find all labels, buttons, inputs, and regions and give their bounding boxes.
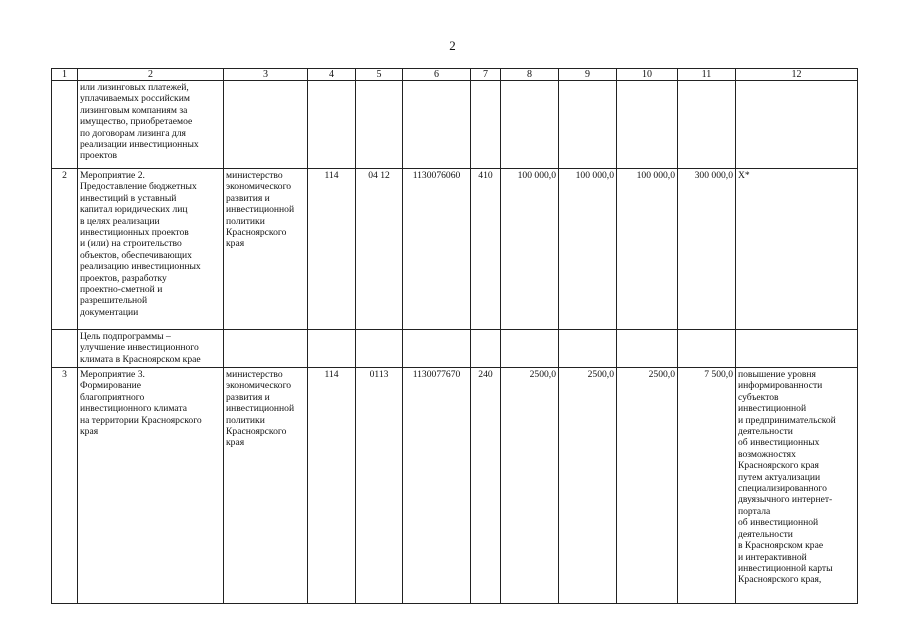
activity-name: или лизинговых платежей, уплачиваемых российским лизинговым компаниям за имущество, приобретаемое по договорам лизинга для реализации инвестиционных проектов (78, 81, 224, 169)
expected-result: Х* (736, 169, 858, 330)
amount-year-3 (617, 330, 678, 368)
grbs-code: 114 (308, 368, 356, 604)
expected-result (736, 330, 858, 368)
column-number-row (52, 69, 858, 81)
amount-total: 300 000,0 (678, 169, 736, 330)
target-article-code: 1130077670 (403, 368, 471, 604)
row-number: 2 (52, 169, 78, 330)
column-number-3: 3 (224, 69, 308, 81)
column-number-5: 5 (356, 69, 403, 81)
target-article-code (403, 330, 471, 368)
target-article-code: 1130076060 (403, 169, 471, 330)
row-number (52, 330, 78, 368)
amount-year-2 (559, 81, 617, 169)
amount-year-1: 2500,0 (501, 368, 559, 604)
expected-result: повышение уровня информированности субъектов инвестиционной и предпринимательской деятельности об инвестиционных возможностях Красноярского края путем актуализации специализированного двуязычного интернет- портала об инвестиционной деятельности в Красноярском крае и интерактивной инвестиционной карты Красноярского края, (736, 368, 858, 604)
responsible-body (224, 81, 308, 169)
amount-year-1 (501, 81, 559, 169)
amount-total (678, 81, 736, 169)
responsible-body: министерство экономического развития и инвестиционной политики Красноярского края (224, 169, 308, 330)
section-code: 04 12 (356, 169, 403, 330)
grbs-code (308, 330, 356, 368)
amount-year-1 (501, 330, 559, 368)
column-number-6: 6 (403, 69, 471, 81)
column-number-7: 7 (471, 69, 501, 81)
column-number-12: 12 (736, 69, 858, 81)
table-row (52, 330, 858, 368)
amount-year-2: 2500,0 (559, 368, 617, 604)
table-row (52, 368, 858, 604)
responsible-body (224, 330, 308, 368)
amount-year-1: 100 000,0 (501, 169, 559, 330)
section-code: 0113 (356, 368, 403, 604)
column-number-8: 8 (501, 69, 559, 81)
table-row (52, 81, 858, 169)
column-number-4: 4 (308, 69, 356, 81)
page-number: 2 (449, 38, 456, 53)
amount-total (678, 330, 736, 368)
grbs-code: 114 (308, 169, 356, 330)
activity-name: Мероприятие 2. Предоставление бюджетных инвестиций в уставный капитал юридических лиц в целях реализации инвестиционных проектов и (или) на строительство объектов, обеспечивающих реализацию инвестиционных проектов, разработку проектно-сметной и разрешительной документации (78, 169, 224, 330)
expense-type-code: 240 (471, 368, 501, 604)
grbs-code (308, 81, 356, 169)
table-row (52, 169, 858, 330)
row-number (52, 81, 78, 169)
program-activities-table (51, 68, 858, 604)
target-article-code (403, 81, 471, 169)
amount-year-3: 100 000,0 (617, 169, 678, 330)
section-code (356, 330, 403, 368)
expected-result (736, 81, 858, 169)
column-number-9: 9 (559, 69, 617, 81)
column-number-2: 2 (78, 69, 224, 81)
expense-type-code (471, 81, 501, 169)
amount-year-3 (617, 81, 678, 169)
row-number: 3 (52, 368, 78, 604)
column-number-10: 10 (617, 69, 678, 81)
activity-name: Мероприятие 3. Формирование благоприятного инвестиционного климата на территории Красноярского края (78, 368, 224, 604)
amount-year-2: 100 000,0 (559, 169, 617, 330)
amount-year-3: 2500,0 (617, 368, 678, 604)
subprogram-goal: Цель подпрограммы – улучшение инвестиционного климата в Красноярском крае (78, 330, 224, 368)
expense-type-code (471, 330, 501, 368)
section-code (356, 81, 403, 169)
column-number-11: 11 (678, 69, 736, 81)
amount-year-2 (559, 330, 617, 368)
responsible-body: министерство экономического развития и инвестиционной политики Красноярского края (224, 368, 308, 604)
expense-type-code: 410 (471, 169, 501, 330)
amount-total: 7 500,0 (678, 368, 736, 604)
column-number-1: 1 (52, 69, 78, 81)
